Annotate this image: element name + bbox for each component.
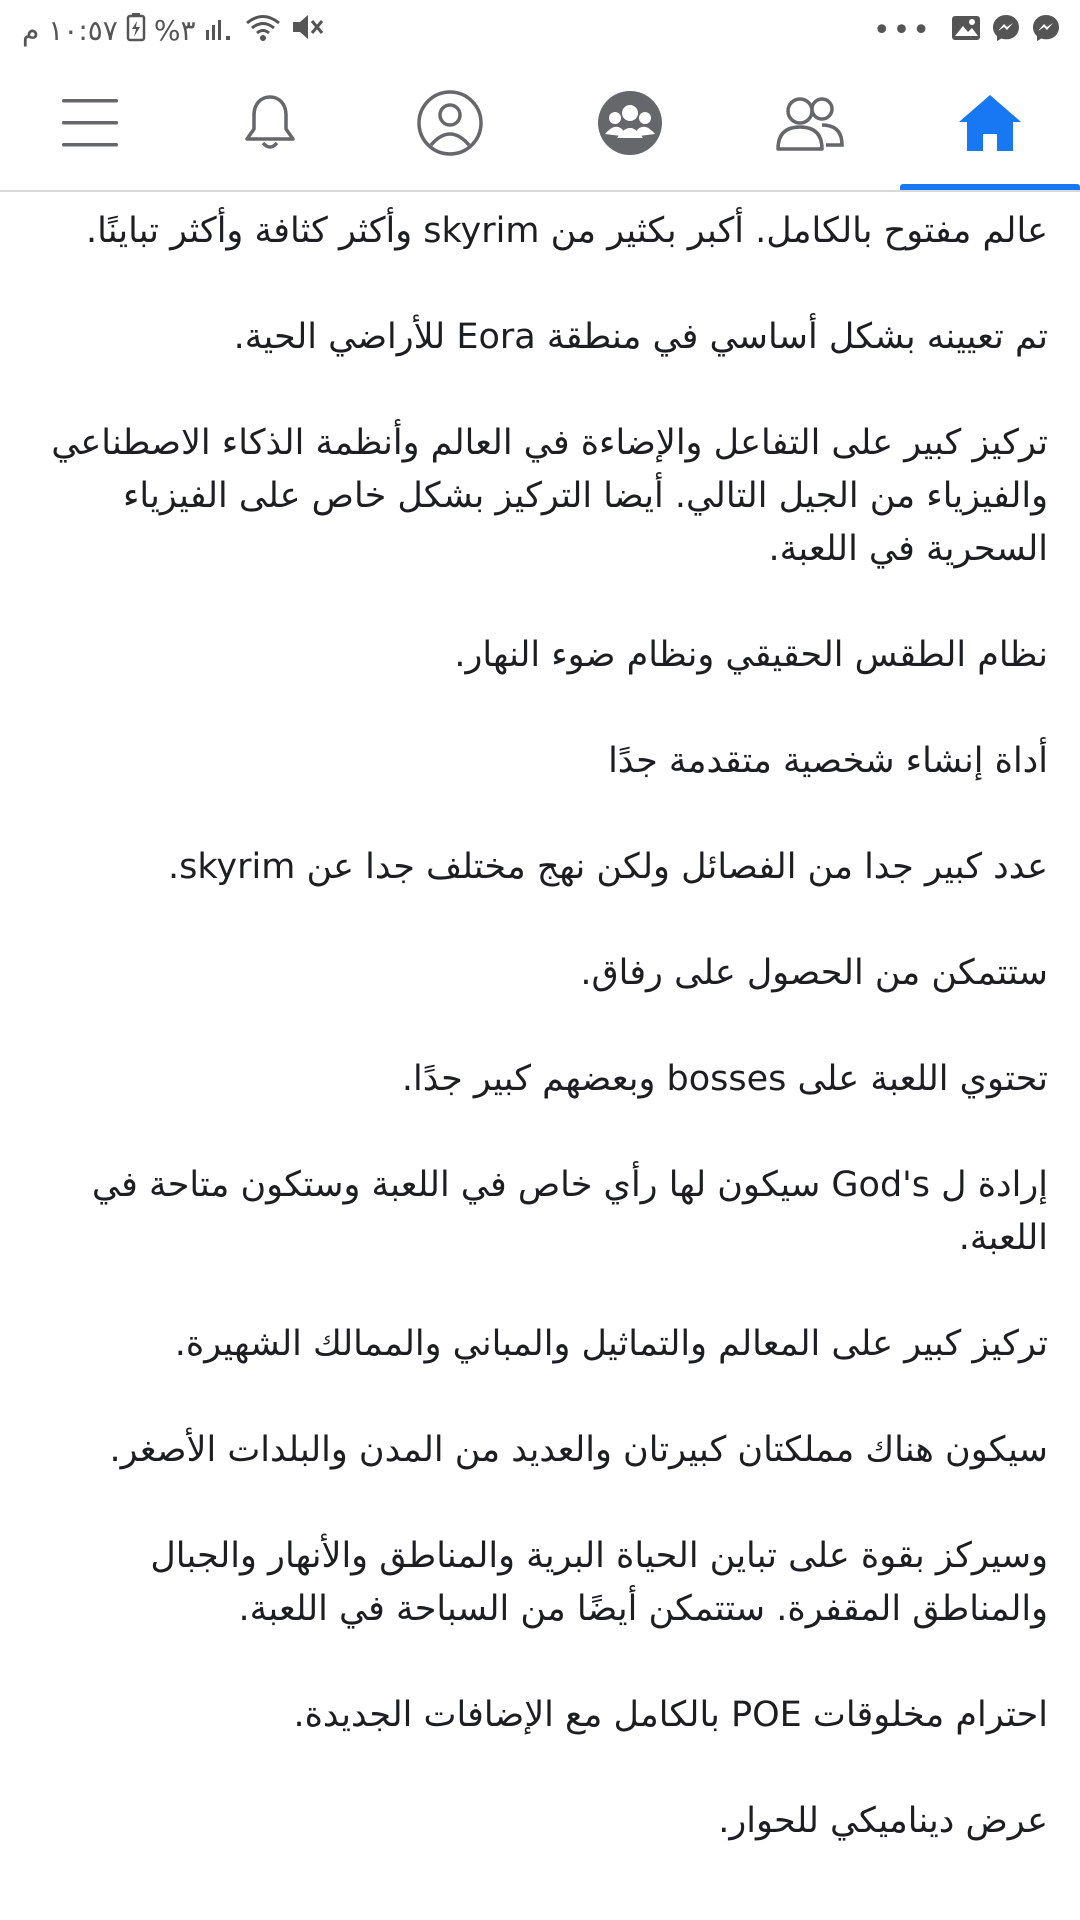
tab-menu[interactable] bbox=[0, 62, 180, 188]
active-tab-indicator bbox=[900, 184, 1080, 190]
post-paragraph: عالم مفتوح بالكامل. أكبر بكثير من skyrim وأكثر كثافة وأكثر تباينًا. bbox=[85, 211, 1048, 251]
battery-percent: %٣ bbox=[153, 14, 196, 47]
bell-icon bbox=[238, 91, 302, 159]
post-paragraph: احترام مخلوقات POE بالكامل مع الإضافات الجديدة. bbox=[293, 1695, 1048, 1735]
post-paragraph: عدد كبير جدا من الفصائل ولكن نهج مختلف جدا عن skyrim. bbox=[168, 847, 1048, 887]
post-paragraph: سيكون هناك مملكتان كبيرتان والعديد من المدن والبلدات الأصغر. bbox=[109, 1430, 1048, 1470]
status-left bbox=[22, 12, 326, 49]
post-body bbox=[36, 205, 1048, 1901]
mute-icon bbox=[290, 12, 326, 49]
signal-icon bbox=[204, 12, 236, 49]
post-paragraph: تركيز كبير على المعالم والتماثيل والمباني والممالك الشهيرة. bbox=[174, 1324, 1048, 1364]
menu-icon bbox=[60, 97, 120, 153]
tab-friends[interactable] bbox=[720, 62, 900, 188]
gallery-icon bbox=[950, 13, 982, 47]
status-right bbox=[873, 12, 1062, 48]
tab-profile[interactable] bbox=[360, 62, 540, 188]
post-paragraph: ستتمكن من الحصول على رفاق. bbox=[580, 953, 1048, 993]
post-paragraph: تحتوي اللعبة على bosses وبعضهم كبير جدًا. bbox=[401, 1059, 1048, 1099]
post-paragraph: عرض ديناميكي للحوار. bbox=[718, 1801, 1048, 1841]
tab-home[interactable] bbox=[900, 62, 1080, 188]
groups-icon bbox=[595, 88, 665, 162]
messenger-icon bbox=[1030, 12, 1062, 48]
tab-groups[interactable] bbox=[540, 62, 720, 188]
top-nav-bar bbox=[0, 62, 1080, 192]
friends-icon bbox=[774, 93, 846, 157]
post-paragraph: تركيز كبير على التفاعل والإضاءة في العالم وأنظمة الذكاء الاصطناعي والفيزياء من الجيل التالي. أيضا التركيز بشكل خاص على الفيزياء السحرية في اللعبة. bbox=[51, 423, 1048, 569]
profile-icon bbox=[416, 89, 484, 161]
wifi-icon bbox=[244, 12, 282, 49]
clock: ١٠:٥٧ م bbox=[22, 14, 118, 47]
status-bar bbox=[0, 0, 1080, 62]
tab-notifications[interactable] bbox=[180, 62, 360, 188]
post-paragraph: نظام الطقس الحقيقي ونظام ضوء النهار. bbox=[454, 635, 1048, 675]
battery-charging-icon bbox=[126, 12, 146, 49]
post-paragraph: تم تعيينه بشكل أساسي في منطقة Eora للأراضي الحية. bbox=[233, 317, 1048, 357]
post-paragraph: وسيركز بقوة على تباين الحياة البرية والمناطق والأنهار والجبال والمناطق المقفرة. ستتمكن أيضًا من السباحة في اللعبة. bbox=[150, 1536, 1048, 1629]
post-paragraph: إرادة ل God's سيكون لها رأي خاص في اللعبة وستكون متاحة في اللعبة. bbox=[91, 1165, 1048, 1258]
post-paragraph: أداة إنشاء شخصية متقدمة جدًا bbox=[608, 741, 1048, 781]
more-dots-icon: ••• bbox=[872, 12, 932, 48]
home-icon bbox=[956, 92, 1024, 158]
messenger-icon bbox=[990, 12, 1022, 48]
